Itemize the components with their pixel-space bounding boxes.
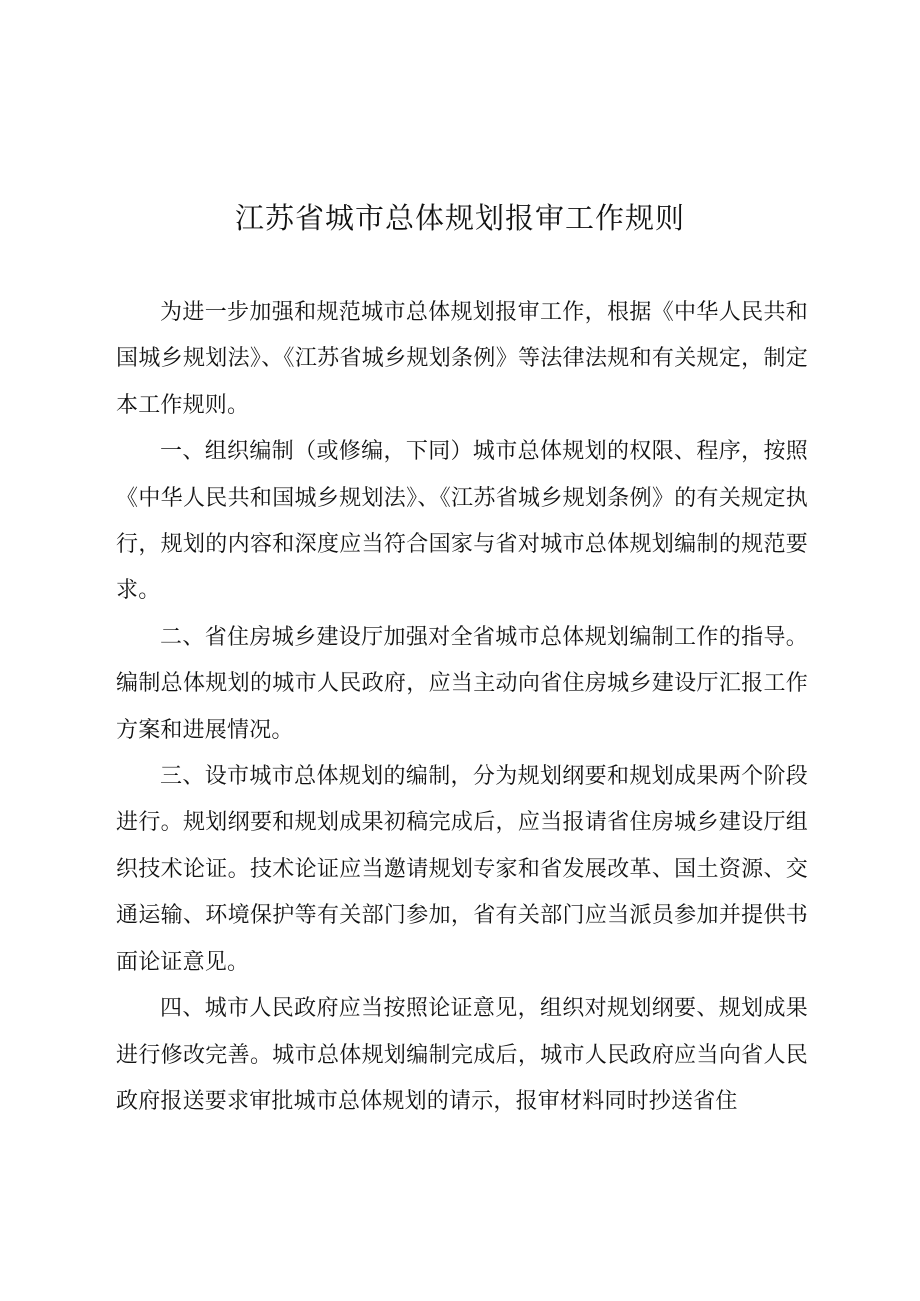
paragraph-article-3: 三、设市城市总体规划的编制，分为规划纲要和规划成果两个阶段进行。规划纲要和规划成果初稿完成后，应当报请省住房城乡建设厅组织技术论证。技术论证应当邀请规划专家和省发展改革、国土资源、交通运输、环境保护等有关部门参加，省有关部门应当派员参加并提供书面论证意见。: [116, 764, 808, 975]
document-title: 江苏省城市总体规划报审工作规则: [234, 201, 685, 235]
paragraph-article-1: 一、组织编制（或修编，下同）城市总体规划的权限、程序，按照《中华人民共和国城乡规划法》、《江苏省城乡规划条例》的有关规定执行，规划的内容和深度应当符合国家与省对城市总体规划编制的规范要求。: [116, 439, 808, 604]
paragraph-article-4: 四、城市人民政府应当按照论证意见，组织对规划纲要、规划成果进行修改完善。城市总体规划编制完成后，城市人民政府应当向省人民政府报送要求审批城市总体规划的请示，报审材料同时抄送省住: [116, 996, 808, 1114]
document-body: [116, 290, 808, 1125]
paragraph-article-2: 二、省住房城乡建设厅加强对全省城市总体规划编制工作的指导。编制总体规划的城市人民政府，应当主动向省住房城乡建设厅汇报工作方案和进展情况。: [116, 624, 808, 743]
paragraph-preamble: 为进一步加强和规范城市总体规划报审工作，根据《中华人民共和国城乡规划法》、《江苏省城乡规划条例》等法律法规和有关规定，制定本工作规则。: [116, 300, 808, 418]
